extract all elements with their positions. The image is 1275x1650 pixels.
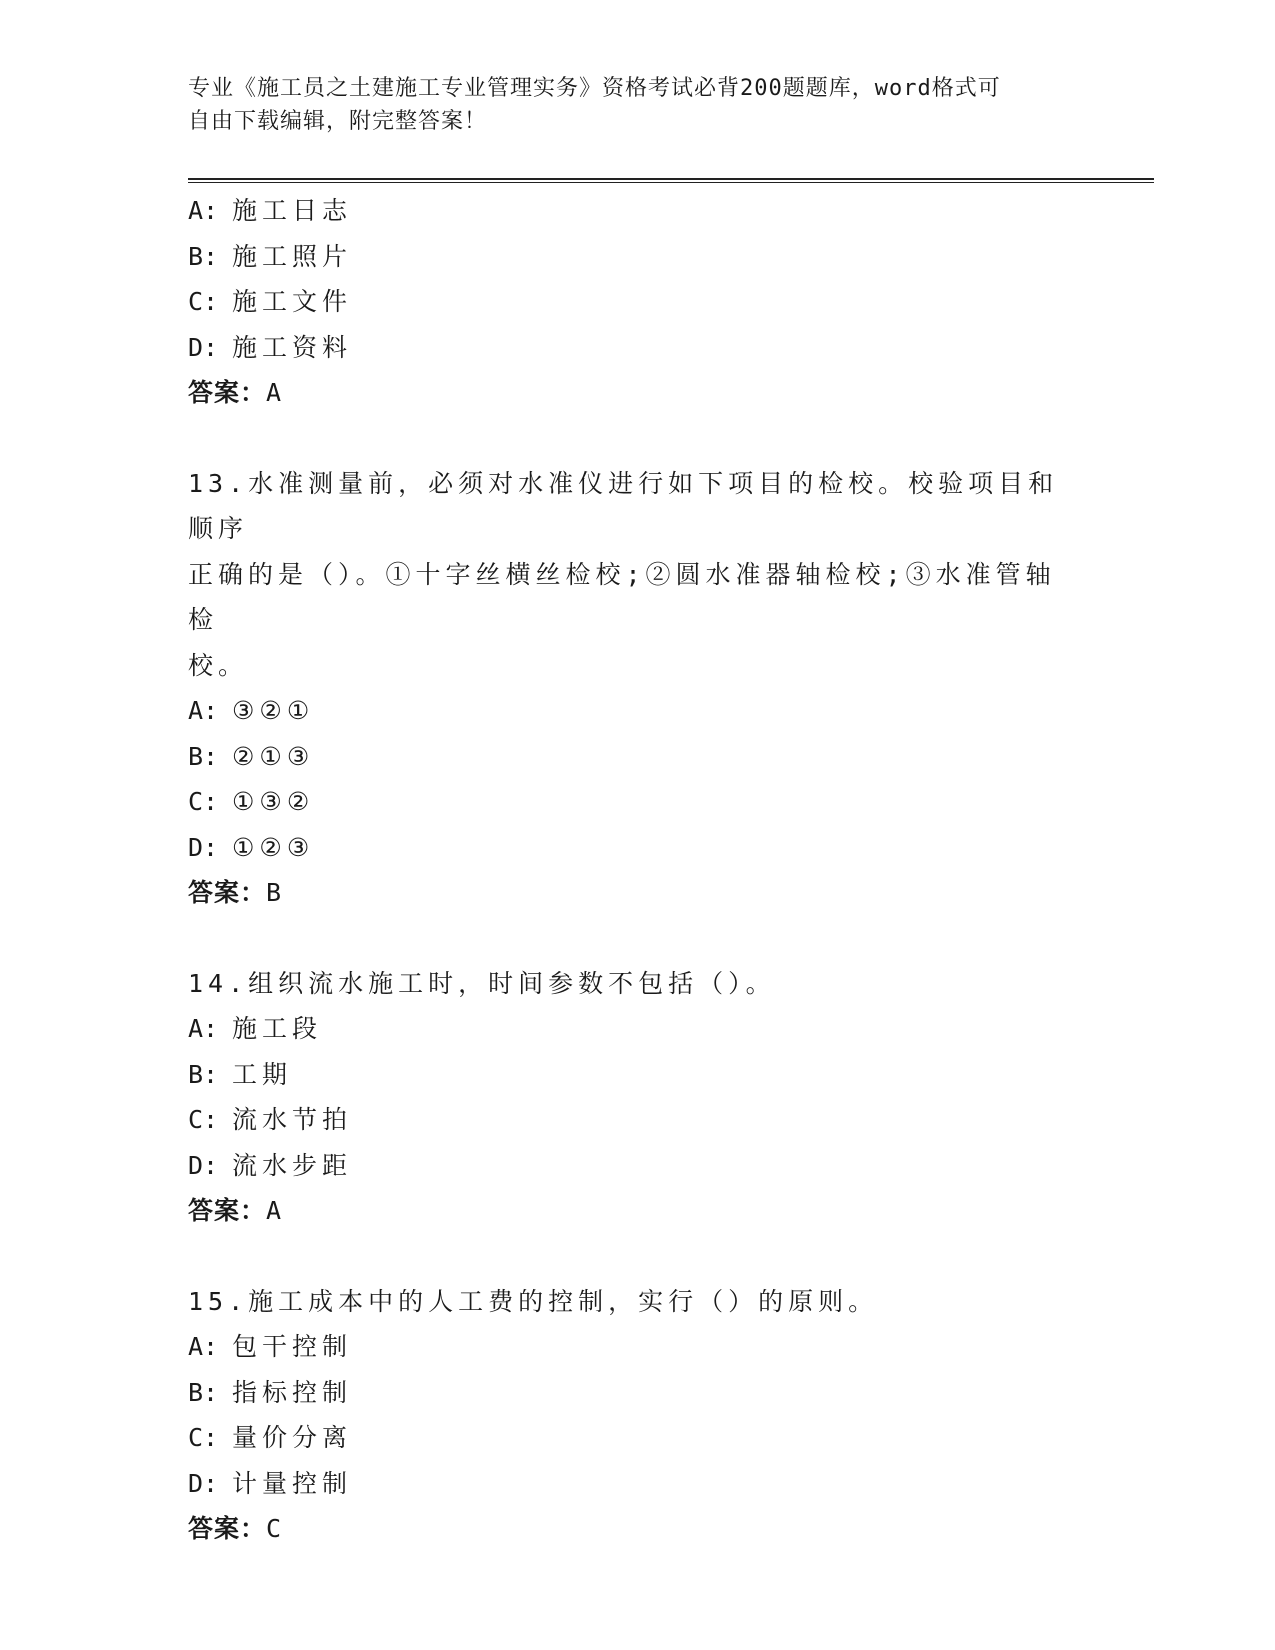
option-a bbox=[188, 188, 1088, 234]
stem-line: 14.组织流水施工时，时间参数不包括（）。 bbox=[188, 968, 776, 998]
answer-value: B bbox=[266, 878, 283, 907]
answer-line bbox=[188, 870, 1088, 916]
option-text: 量价分离 bbox=[232, 1423, 353, 1452]
header-divider bbox=[188, 178, 1154, 183]
option-d bbox=[188, 825, 1088, 871]
answer-label: 答案： bbox=[188, 378, 267, 407]
question-stem bbox=[188, 961, 1078, 1007]
answer-value: A bbox=[266, 378, 283, 407]
header-line-1: 专业《施工员之土建施工专业管理实务》资格考试必背200题题库，word格式可 bbox=[188, 76, 1001, 101]
option-letter: D: bbox=[188, 332, 219, 362]
option-text: 施工资料 bbox=[232, 332, 353, 362]
option-text: 工期 bbox=[232, 1059, 293, 1089]
option-c bbox=[188, 1415, 1088, 1461]
spacer bbox=[188, 916, 1088, 961]
spacer bbox=[188, 1234, 1088, 1279]
question-13 bbox=[188, 461, 1088, 916]
answer-line bbox=[188, 1188, 1088, 1234]
question-stem bbox=[188, 461, 1078, 689]
option-b bbox=[188, 1370, 1088, 1416]
question-15 bbox=[188, 1279, 1088, 1552]
option-letter: D: bbox=[188, 832, 219, 862]
question-12 bbox=[188, 188, 1088, 416]
option-letter: B: bbox=[188, 741, 219, 771]
option-c bbox=[188, 1097, 1088, 1143]
option-d bbox=[188, 1461, 1088, 1507]
option-letter: B: bbox=[188, 1377, 219, 1407]
option-text: ②①③ bbox=[232, 741, 315, 771]
option-letter: B: bbox=[188, 241, 219, 271]
option-d bbox=[188, 325, 1088, 371]
header-line-2: 自由下载编辑，附完整答案！ bbox=[188, 109, 488, 134]
option-text: 施工日志 bbox=[232, 196, 353, 225]
answer-line bbox=[188, 370, 1088, 416]
option-b bbox=[188, 234, 1088, 280]
option-letter: A: bbox=[188, 696, 219, 725]
stem-line: 13.水准测量前，必须对水准仪进行如下项目的检校。校验项目和顺序 bbox=[188, 468, 1059, 543]
question-14 bbox=[188, 961, 1088, 1234]
option-c bbox=[188, 279, 1088, 325]
option-text: 施工文件 bbox=[232, 287, 353, 316]
option-letter: C: bbox=[188, 1105, 219, 1134]
option-a bbox=[188, 1324, 1088, 1370]
document-header bbox=[188, 72, 1068, 138]
question-stem bbox=[188, 1279, 1078, 1325]
option-letter: D: bbox=[188, 1150, 219, 1180]
option-text: 施工照片 bbox=[232, 241, 353, 271]
option-d bbox=[188, 1143, 1088, 1189]
option-text: 计量控制 bbox=[232, 1468, 353, 1498]
option-b bbox=[188, 1052, 1088, 1098]
answer-line bbox=[188, 1506, 1088, 1552]
answer-label: 答案： bbox=[188, 878, 267, 907]
answer-label: 答案： bbox=[188, 1196, 267, 1225]
option-text: 流水步距 bbox=[232, 1150, 353, 1180]
stem-line: 15.施工成本中的人工费的控制，实行（）的原则。 bbox=[188, 1286, 879, 1316]
option-b bbox=[188, 734, 1088, 780]
option-letter: D: bbox=[188, 1468, 219, 1498]
stem-line: 正确的是（）。①十字丝横丝检校;②圆水准器轴检校;③水准管轴检 bbox=[188, 559, 1056, 634]
option-c bbox=[188, 779, 1088, 825]
spacer bbox=[188, 416, 1088, 461]
answer-label: 答案： bbox=[188, 1514, 267, 1543]
option-letter: A: bbox=[188, 1332, 219, 1361]
option-text: ③②① bbox=[232, 696, 315, 725]
option-a bbox=[188, 688, 1088, 734]
option-text: ①②③ bbox=[232, 832, 315, 862]
option-text: ①③② bbox=[232, 787, 315, 816]
answer-value: C bbox=[266, 1514, 283, 1543]
question-list bbox=[188, 188, 1088, 1552]
option-letter: B: bbox=[188, 1059, 219, 1089]
option-text: 指标控制 bbox=[232, 1377, 353, 1407]
option-text: 流水节拍 bbox=[232, 1105, 353, 1134]
option-letter: C: bbox=[188, 1423, 219, 1452]
stem-line: 校。 bbox=[188, 650, 249, 680]
option-letter: A: bbox=[188, 196, 219, 225]
option-a bbox=[188, 1006, 1088, 1052]
option-text: 施工段 bbox=[232, 1014, 323, 1043]
option-text: 包干控制 bbox=[232, 1332, 353, 1361]
option-letter: C: bbox=[188, 787, 219, 816]
answer-value: A bbox=[266, 1196, 283, 1225]
option-letter: C: bbox=[188, 287, 219, 316]
option-letter: A: bbox=[188, 1014, 219, 1043]
